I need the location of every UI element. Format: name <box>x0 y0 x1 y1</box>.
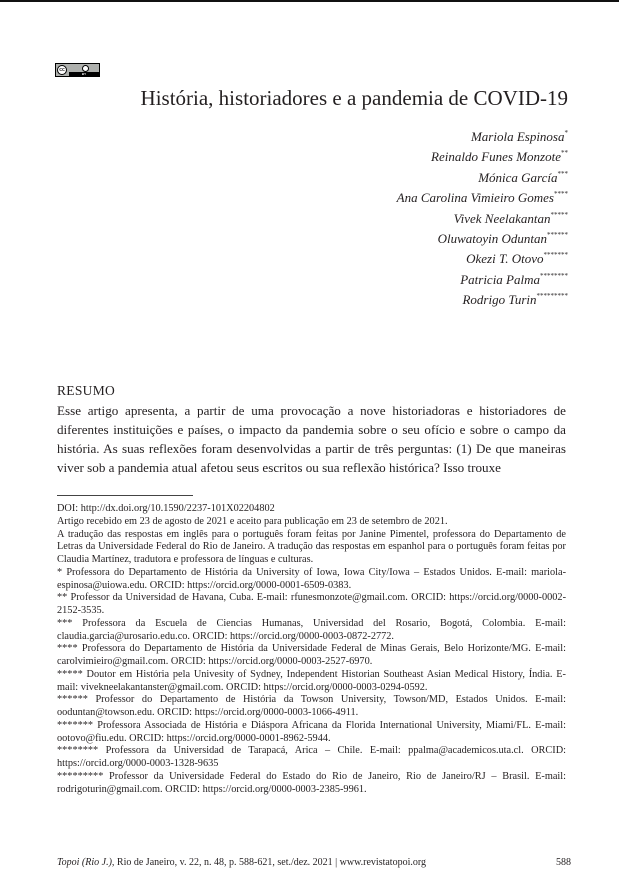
author-name: Rodrigo Turin <box>462 292 537 308</box>
author-footnote-mark: ******* <box>543 251 568 260</box>
author-name: Mariola Espinosa <box>470 129 565 144</box>
author <box>397 147 568 167</box>
author-footnote: * Professora do Departamento de História da University of Iowa, Iowa City/Iowa – Estados Unidos. E-mail: mariola-espinosa@uiowa.edu. ORCID: https://orcid.org/0000-0001-6509-0383. <box>57 566 566 591</box>
author-list <box>397 127 568 311</box>
received-note: Artigo recebido em 23 de agosto de 2021 e aceito para publicação em 23 de setembro de 2021. <box>57 515 448 527</box>
author-footnote: ******** Professora da Universidad de Tarapacá, Arica – Chile. E-mail: ppalma@academicos.uta.cl. ORCID: https://orcid.org/0000-0003-1328-9635 <box>57 745 566 769</box>
author <box>397 188 568 208</box>
author-name: Reinaldo Funes Monzote <box>431 149 561 165</box>
author <box>397 290 568 310</box>
author <box>397 168 568 188</box>
abstract-text: Esse artigo apresenta, a partir de uma provocação a nove historiadoras e historiadores de diferentes instituições e países, o impacto da pandemia sobre o seu ofício e sobre o campo da história. As suas reflexões foram desenvolvidas a partir de três perguntas: (1) De que maneiras viver sob a pandemia atual afetou seus escritos ou sua reflexão histórica? Isso trouxe <box>57 403 566 475</box>
journal-name: Topoi (Rio J.), <box>57 857 115 868</box>
author-footnote: ***** Doutor em História pela Univesity of Sydney, Independent Historian Southeast Asian Medical History, Índia. E-mail: vivekneelakantanster@gmail.com. ORCID: https://orcid.org/0000-0003-0294-0592. <box>57 668 566 693</box>
author <box>397 127 568 147</box>
author-footnote: *** Professora da Escuela de Ciencias Humanas, Universidad del Rosario, Bogotá, Colombia. E-mail: claudia.garcia@urosario.edu.co. ORCID: https://orcid.org/0000-0003-0872-2772. <box>57 617 566 642</box>
author <box>397 270 568 290</box>
author-name: Oluwatoyin Oduntan <box>437 231 547 247</box>
author-footnote-mark: ***** <box>550 210 568 219</box>
author-name: Ana Carolina Vimieiro Gomes <box>396 190 554 206</box>
author-footnote-mark: *** <box>557 169 568 178</box>
author-footnote-mark: * <box>564 129 568 137</box>
attribution-person-icon <box>82 65 89 72</box>
author-footnote-mark: ********* <box>536 292 568 301</box>
article-title: História, historiadores e a pandemia de COVID-19 <box>140 86 568 110</box>
author-footnote: ** Professor da Universidad de Havana, Cuba. E-mail: rfunesmonzote@gmail.com. ORCID: https://orcid.org/0000-0002-2152-3535. <box>57 592 566 616</box>
translation-note: A tradução das respostas em inglês para o português foram feitas por Janine Pimentel, professora do Departamento de Letras da Universidade Federal do Rio de Janeiro. A tradução das respostas em espanhol para o português foram feitas por Claudia Martínez, tradutora e professora de línguas e culturas. <box>57 528 566 565</box>
doi-note[interactable]: DOI: http://dx.doi.org/10.1590/2237-101X02204802 <box>57 503 275 514</box>
author-footnote: ********* Professor da Universidade Federal do Estado do Rio de Janeiro, Rio de Janeiro/RJ – Brasil. E-mail: rodrigoturin@gmail.com. ORCID: https://orcid.org/0000-0003-2385-9961. <box>57 770 566 795</box>
by-label: BY <box>69 72 99 76</box>
footnotes <box>57 503 566 796</box>
author-footnote: ****** Professor do Departamento de História da Towson University, Towson/MD, Estados Unidos. E-mail: ooduntan@towson.edu. ORCID: https://orcid.org/0000-0003-1066-4911. <box>57 694 566 718</box>
author-footnote-mark: ****** <box>547 231 568 240</box>
author-footnote-mark: ** <box>561 149 568 158</box>
author <box>397 229 568 249</box>
author-name: Patricia Palma <box>460 271 540 287</box>
abstract-heading: RESUMO <box>57 383 116 398</box>
page-number: 588 <box>556 857 571 868</box>
author-footnote-mark: ******** <box>540 271 568 280</box>
author-footnote: **** Professora do Departamento de História da Universidade Federal de Minas Gerais, Belo Horizonte/MG. E-mail: carolvimieiro@gmail.com. ORCID: https://orcid.org/0000-0003-2527-6970. <box>57 643 566 667</box>
author-footnote: ******* Professora Associada de História e Diáspora Africana da Florida International University, Miami/FL. E-mail: ootovo@fiu.edu. ORCID: https://orcid.org/0000-0001-8962-5944. <box>57 719 566 744</box>
author-name: Mónica García <box>478 169 558 185</box>
page-footer <box>57 857 426 869</box>
author-name: Okezi T. Otovo <box>466 251 544 267</box>
creative-commons-license-badge[interactable] <box>55 63 100 77</box>
author-footnote-mark: **** <box>554 190 568 199</box>
journal-citation: Rio de Janeiro, v. 22, n. 48, p. 588-621, set./dez. 2021 | www.revistatopoi.org <box>114 857 427 868</box>
cc-icon: cc <box>57 65 67 75</box>
top-border-line <box>0 0 619 2</box>
footnote-separator <box>57 495 193 496</box>
author <box>397 209 568 229</box>
author-name: Vivek Neelakantan <box>453 210 551 226</box>
author <box>397 249 568 269</box>
